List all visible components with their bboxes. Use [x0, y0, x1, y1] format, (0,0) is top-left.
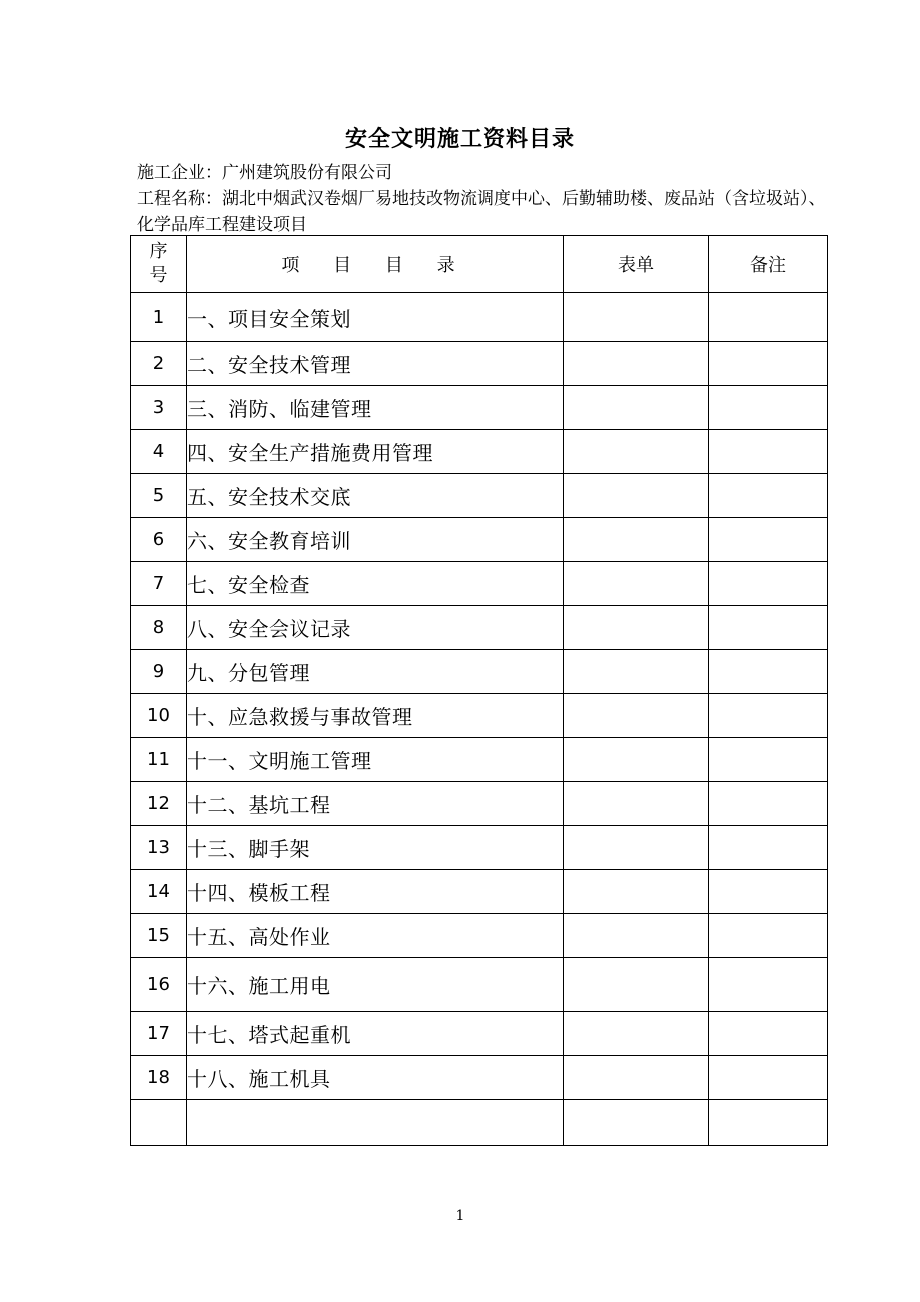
row-remarks-cell [709, 694, 828, 738]
table-header-row [131, 236, 828, 293]
table-row [131, 342, 828, 386]
row-remarks-cell [709, 914, 828, 958]
row-item: 十六、施工用电 [187, 958, 564, 1012]
header-remarks: 备注 [709, 236, 828, 293]
header-seq-line2: 号 [149, 265, 168, 286]
row-item: 四、安全生产措施费用管理 [187, 430, 564, 474]
document-title: 安全文明施工资料目录 [344, 127, 575, 152]
row-remarks-cell [709, 826, 828, 870]
row-item: 十七、塔式起重机 [187, 1012, 564, 1056]
row-item: 二、安全技术管理 [187, 342, 564, 386]
project-name-line: 工程名称：湖北中烟武汉卷烟厂易地技改物流调度中心、后勤辅助楼、废品站（含垃圾站）、化学品库工程建设项目 [137, 189, 826, 235]
row-item: 十八、施工机具 [187, 1056, 564, 1100]
row-form-cell [564, 518, 709, 562]
table-row [131, 474, 828, 518]
row-remarks-cell [709, 606, 828, 650]
row-item: 十四、模板工程 [187, 870, 564, 914]
row-form-cell [564, 1012, 709, 1056]
row-remarks-cell [709, 386, 828, 430]
row-remarks-cell [709, 562, 828, 606]
row-form-cell [564, 430, 709, 474]
row-seq: 5 [131, 474, 187, 518]
empty-cell [131, 1100, 187, 1146]
row-seq: 17 [131, 1012, 187, 1056]
table-row [131, 430, 828, 474]
page-number: 1 [455, 1208, 465, 1224]
row-seq: 16 [131, 958, 187, 1012]
row-seq: 15 [131, 914, 187, 958]
row-item: 五、安全技术交底 [187, 474, 564, 518]
row-form-cell [564, 958, 709, 1012]
row-item: 八、安全会议记录 [187, 606, 564, 650]
row-form-cell [564, 650, 709, 694]
row-item: 十三、脚手架 [187, 826, 564, 870]
header-seq [131, 236, 187, 293]
row-form-cell [564, 782, 709, 826]
row-form-cell [564, 826, 709, 870]
row-remarks-cell [709, 474, 828, 518]
company-line: 施工企业：广州建筑股份有限公司 [137, 163, 392, 183]
row-form-cell [564, 342, 709, 386]
row-remarks-cell [709, 518, 828, 562]
table-row [131, 914, 828, 958]
row-form-cell [564, 386, 709, 430]
row-form-cell [564, 694, 709, 738]
row-form-cell [564, 606, 709, 650]
row-form-cell [564, 870, 709, 914]
row-item: 三、消防、临建管理 [187, 386, 564, 430]
table-row [131, 782, 828, 826]
row-remarks-cell [709, 782, 828, 826]
header-form: 表单 [564, 236, 709, 293]
row-seq: 7 [131, 562, 187, 606]
empty-cell [187, 1100, 564, 1146]
row-form-cell [564, 1056, 709, 1100]
row-item: 一、项目安全策划 [187, 293, 564, 342]
row-seq: 2 [131, 342, 187, 386]
row-form-cell [564, 562, 709, 606]
row-form-cell [564, 738, 709, 782]
row-seq: 4 [131, 430, 187, 474]
row-seq: 11 [131, 738, 187, 782]
table-row [131, 694, 828, 738]
row-form-cell [564, 474, 709, 518]
table-row [131, 293, 828, 342]
row-seq: 8 [131, 606, 187, 650]
table-row [131, 958, 828, 1012]
row-seq: 1 [131, 293, 187, 342]
row-item: 十一、文明施工管理 [187, 738, 564, 782]
row-remarks-cell [709, 293, 828, 342]
row-remarks-cell [709, 870, 828, 914]
table-row [131, 738, 828, 782]
row-item: 十二、基坑工程 [187, 782, 564, 826]
row-seq: 13 [131, 826, 187, 870]
row-seq: 9 [131, 650, 187, 694]
row-seq: 10 [131, 694, 187, 738]
row-seq: 6 [131, 518, 187, 562]
table-row [131, 562, 828, 606]
row-remarks-cell [709, 1012, 828, 1056]
row-remarks-cell [709, 430, 828, 474]
row-form-cell [564, 293, 709, 342]
empty-cell [564, 1100, 709, 1146]
table-body [131, 293, 828, 1146]
empty-table-row [131, 1100, 828, 1146]
header-seq-line1: 序 [149, 241, 168, 262]
table-row [131, 1012, 828, 1056]
contents-table [130, 235, 828, 1146]
table-row [131, 1056, 828, 1100]
row-item: 六、安全教育培训 [187, 518, 564, 562]
row-item: 七、安全检查 [187, 562, 564, 606]
row-remarks-cell [709, 342, 828, 386]
table-row [131, 870, 828, 914]
row-seq: 18 [131, 1056, 187, 1100]
row-remarks-cell [709, 958, 828, 1012]
row-remarks-cell [709, 650, 828, 694]
header-item [187, 236, 564, 293]
row-item: 九、分包管理 [187, 650, 564, 694]
row-remarks-cell [709, 738, 828, 782]
row-form-cell [564, 914, 709, 958]
table-row [131, 606, 828, 650]
header-item-label: 项 目 目 录 [281, 255, 469, 276]
row-remarks-cell [709, 1056, 828, 1100]
table-row [131, 650, 828, 694]
row-seq: 3 [131, 386, 187, 430]
row-item: 十、应急救援与事故管理 [187, 694, 564, 738]
empty-cell [709, 1100, 828, 1146]
table-row [131, 386, 828, 430]
row-seq: 14 [131, 870, 187, 914]
table-row [131, 518, 828, 562]
row-seq: 12 [131, 782, 187, 826]
table-row [131, 826, 828, 870]
row-item: 十五、高处作业 [187, 914, 564, 958]
